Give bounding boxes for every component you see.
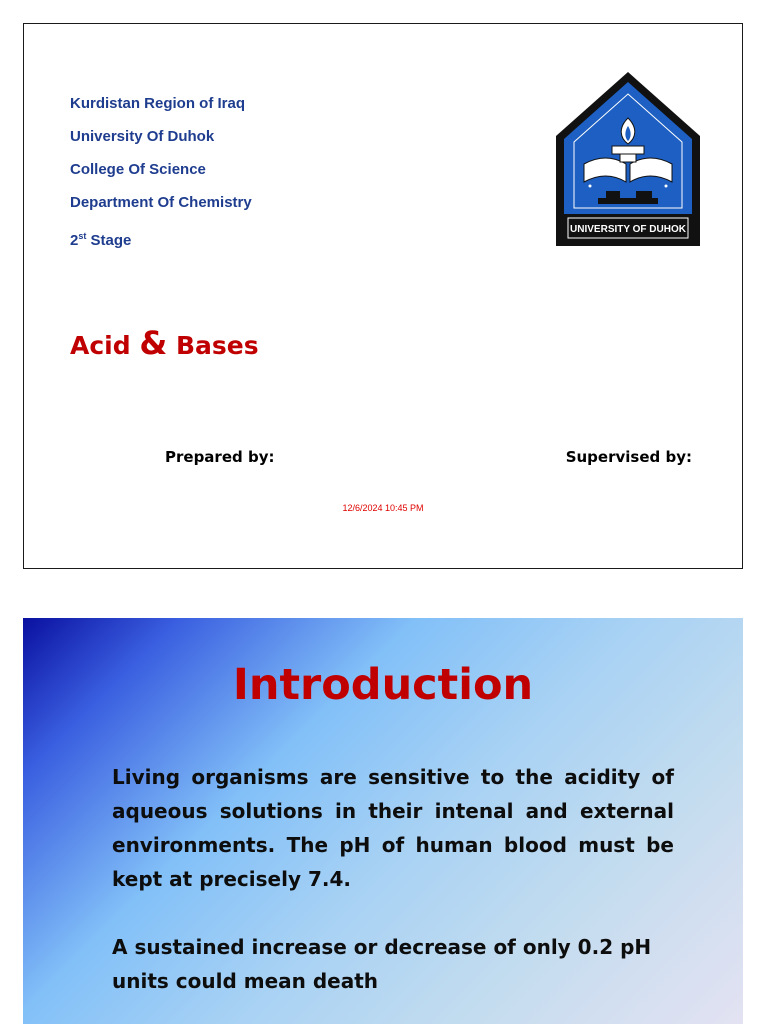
presentation-title [70, 324, 259, 362]
title-slide [23, 23, 743, 569]
title-ampersand: & [139, 324, 168, 362]
introduction-body [112, 760, 674, 998]
stage-word: Stage [90, 232, 132, 249]
supervised-by-label: Supervised by: [565, 448, 692, 466]
institution-line-university: University Of Duhok [70, 128, 215, 145]
prepared-by-label: Prepared by: [165, 448, 275, 466]
title-acid: Acid [70, 331, 131, 360]
institution-block [70, 94, 252, 259]
institution-line-college: College Of Science [70, 161, 206, 178]
stage-number: 2 [70, 232, 79, 249]
institution-line-stage [70, 226, 252, 259]
institution-line-region: Kurdistan Region of Iraq [70, 95, 246, 112]
paragraph-death: A sustained increase or decrease of only 0.2 pH units could mean death [112, 935, 652, 993]
university-logo [554, 70, 702, 248]
introduction-title: Introduction [232, 660, 534, 710]
slide-date: 12/6/2024 10:45 PM [342, 503, 424, 513]
title-bases: Bases [175, 331, 259, 360]
institution-line-department: Department Of Chemistry [70, 194, 252, 211]
stage-suffix: st [78, 231, 87, 241]
introduction-slide [23, 618, 743, 1024]
logo-caption: UNIVERSITY OF DUHOK [570, 224, 686, 235]
paragraph-acidity: Living organisms are sensitive to the acidity of aqueous solutions in their intenal and external environments. The pH of human blood must be kept at precisely 7.4. [112, 765, 674, 891]
